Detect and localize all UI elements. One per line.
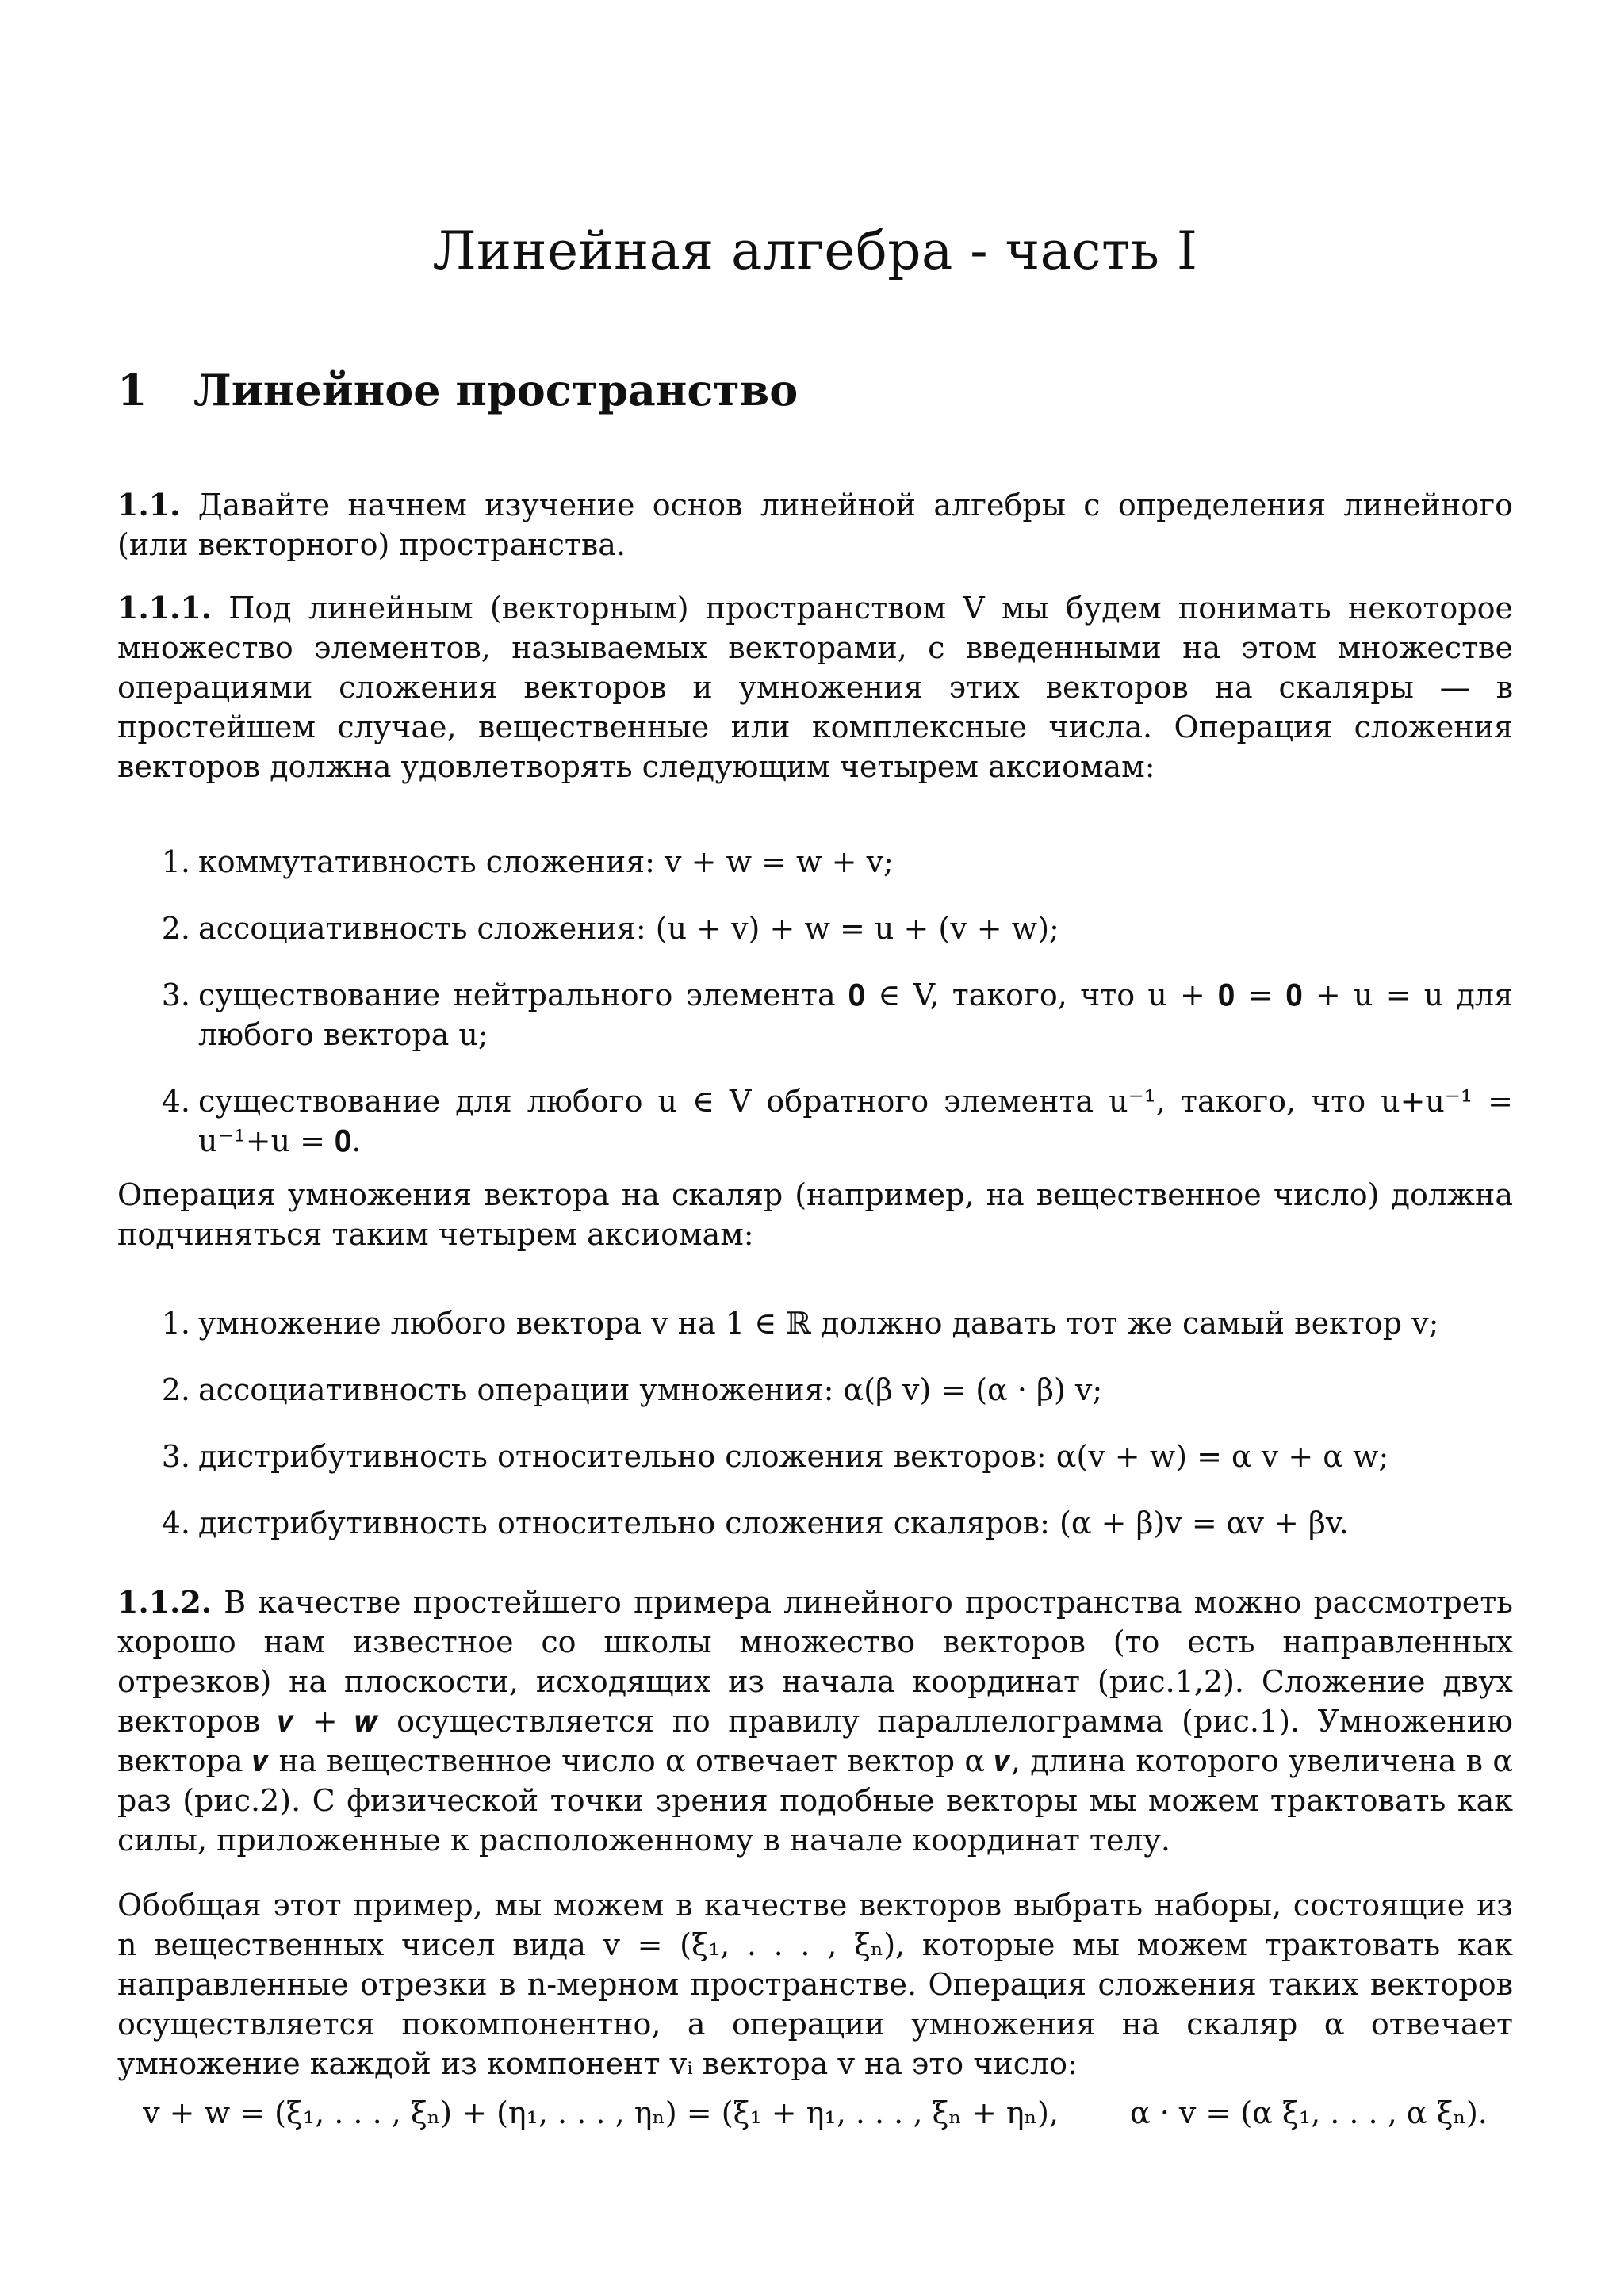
list-number: 3.: [161, 978, 190, 1012]
list-number: 1.: [161, 1306, 190, 1341]
list-number: 2.: [161, 1372, 190, 1407]
display-formula: [117, 2093, 1513, 2133]
list-number: 2.: [161, 911, 190, 946]
paragraph-text: Под линейным (векторным) пространством V мы будем понимать некоторое множество элементов, называемых векторами, с введенными на этом множестве операциями сложения векторов и умножения этих векторов на скаляры — в простейшем случае, вещественные или комплексные числа. Операция сложения векторов должна удовлетворять следующим четырем аксиомам:: [117, 591, 1513, 784]
list-item: [155, 1303, 1513, 1343]
paragraph-label: 1.1.1.: [117, 590, 213, 626]
list-item: [155, 909, 1513, 948]
paragraph-1-1-2: [117, 1582, 1513, 1860]
document-title: Линейная алгебра - часть I: [432, 220, 1198, 281]
paragraph-1-1: [117, 485, 1513, 564]
list-text: коммутативность сложения: v + w = w + v;: [198, 844, 894, 879]
list-item: [155, 975, 1513, 1054]
list-number: 4.: [161, 1506, 190, 1540]
paragraph-text: Обобщая этот пример, мы можем в качестве векторов выбрать наборы, состоящие из n вещественных чисел вида v = (ξ₁, . . . , ξₙ), которые мы можем трактовать как направленные отрезки в n-мерном пространстве. Операция сложения таких векторов осуществляется покомпонентно, а операции умножения на скаляр α отвечает умножение каждой из компонент vᵢ вектора v на это число:: [117, 1888, 1513, 2081]
section-heading: [117, 365, 798, 415]
section-title: Линейное пространство: [193, 365, 799, 415]
paragraph-text: Давайте начнем изучение основ линейной алгебры с определения линейного (или векторного) пространства.: [117, 488, 1513, 562]
list-item: [155, 1081, 1513, 1161]
paragraph-label: 1.1.2.: [117, 1584, 213, 1620]
list-item: [155, 842, 1513, 882]
paragraph-scalar-axioms-intro: [117, 1175, 1513, 1254]
list-number: 1.: [161, 844, 190, 879]
paragraph-text: Операция умножения вектора на скаляр (например, на вещественное число) должна подчиняться таким четырем аксиомам:: [117, 1177, 1513, 1252]
paragraph-1-1-1: [117, 588, 1513, 786]
formula-scalar-multiplication: α · v = (α ξ₁, . . . , α ξₙ).: [1129, 2095, 1488, 2130]
paragraph-text: В качестве простейшего примера линейного пространства можно рассмотреть хорошо нам известное со школы множество векторов (то есть направленных отрезков) на плоскости, исходящих из начала координат (рис.1,2). Сложение двух векторов 𝒗 + 𝒘 осуществляется по правилу параллелограмма (рис.1). Умножению вектора 𝒗 на вещественное число α отвечает вектор α 𝒗, длина которого увеличена в α раз (рис.2). С физической точки зрения подобные векторы мы можем трактовать как силы, приложенные к расположенному в начале координат телу.: [117, 1585, 1513, 1858]
list-text: ассоциативность сложения: (u + v) + w = u + (v + w);: [198, 911, 1059, 946]
list-text: дистрибутивность относительно сложения векторов: α(v + w) = α v + α w;: [198, 1439, 1389, 1474]
paragraph-generalization: [117, 1885, 1513, 2084]
section-number: 1: [117, 365, 147, 415]
list-text: ассоциативность операции умножения: α(β v) = (α · β) v;: [198, 1372, 1103, 1407]
list-text: умножение любого вектора v на 1 ∈ ℝ должно давать тот же самый вектор v;: [198, 1306, 1439, 1341]
list-text: существование для любого u ∈ V обратного элемента u⁻¹, такого, что u+u⁻¹ = u⁻¹+u = 𝟎.: [198, 1084, 1513, 1158]
list-item: [155, 1370, 1513, 1410]
list-number: 4.: [161, 1084, 190, 1119]
formula-vector-addition: v + w = (ξ₁, . . . , ξₙ) + (η₁, . . . , ηₙ) = (ξ₁ + η₁, . . . , ξₙ + ηₙ),: [143, 2095, 1059, 2130]
paragraph-label: 1.1.: [117, 487, 181, 522]
list-item: [155, 1503, 1513, 1543]
list-text: дистрибутивность относительно сложения скаляров: (α + β)v = αv + βv.: [198, 1506, 1349, 1540]
list-item: [155, 1437, 1513, 1476]
list-text: существование нейтрального элемента 𝟎 ∈ V, такого, что u + 𝟎 = 𝟎 + u = u для любого вектора u;: [198, 978, 1513, 1052]
list-number: 3.: [161, 1439, 190, 1474]
